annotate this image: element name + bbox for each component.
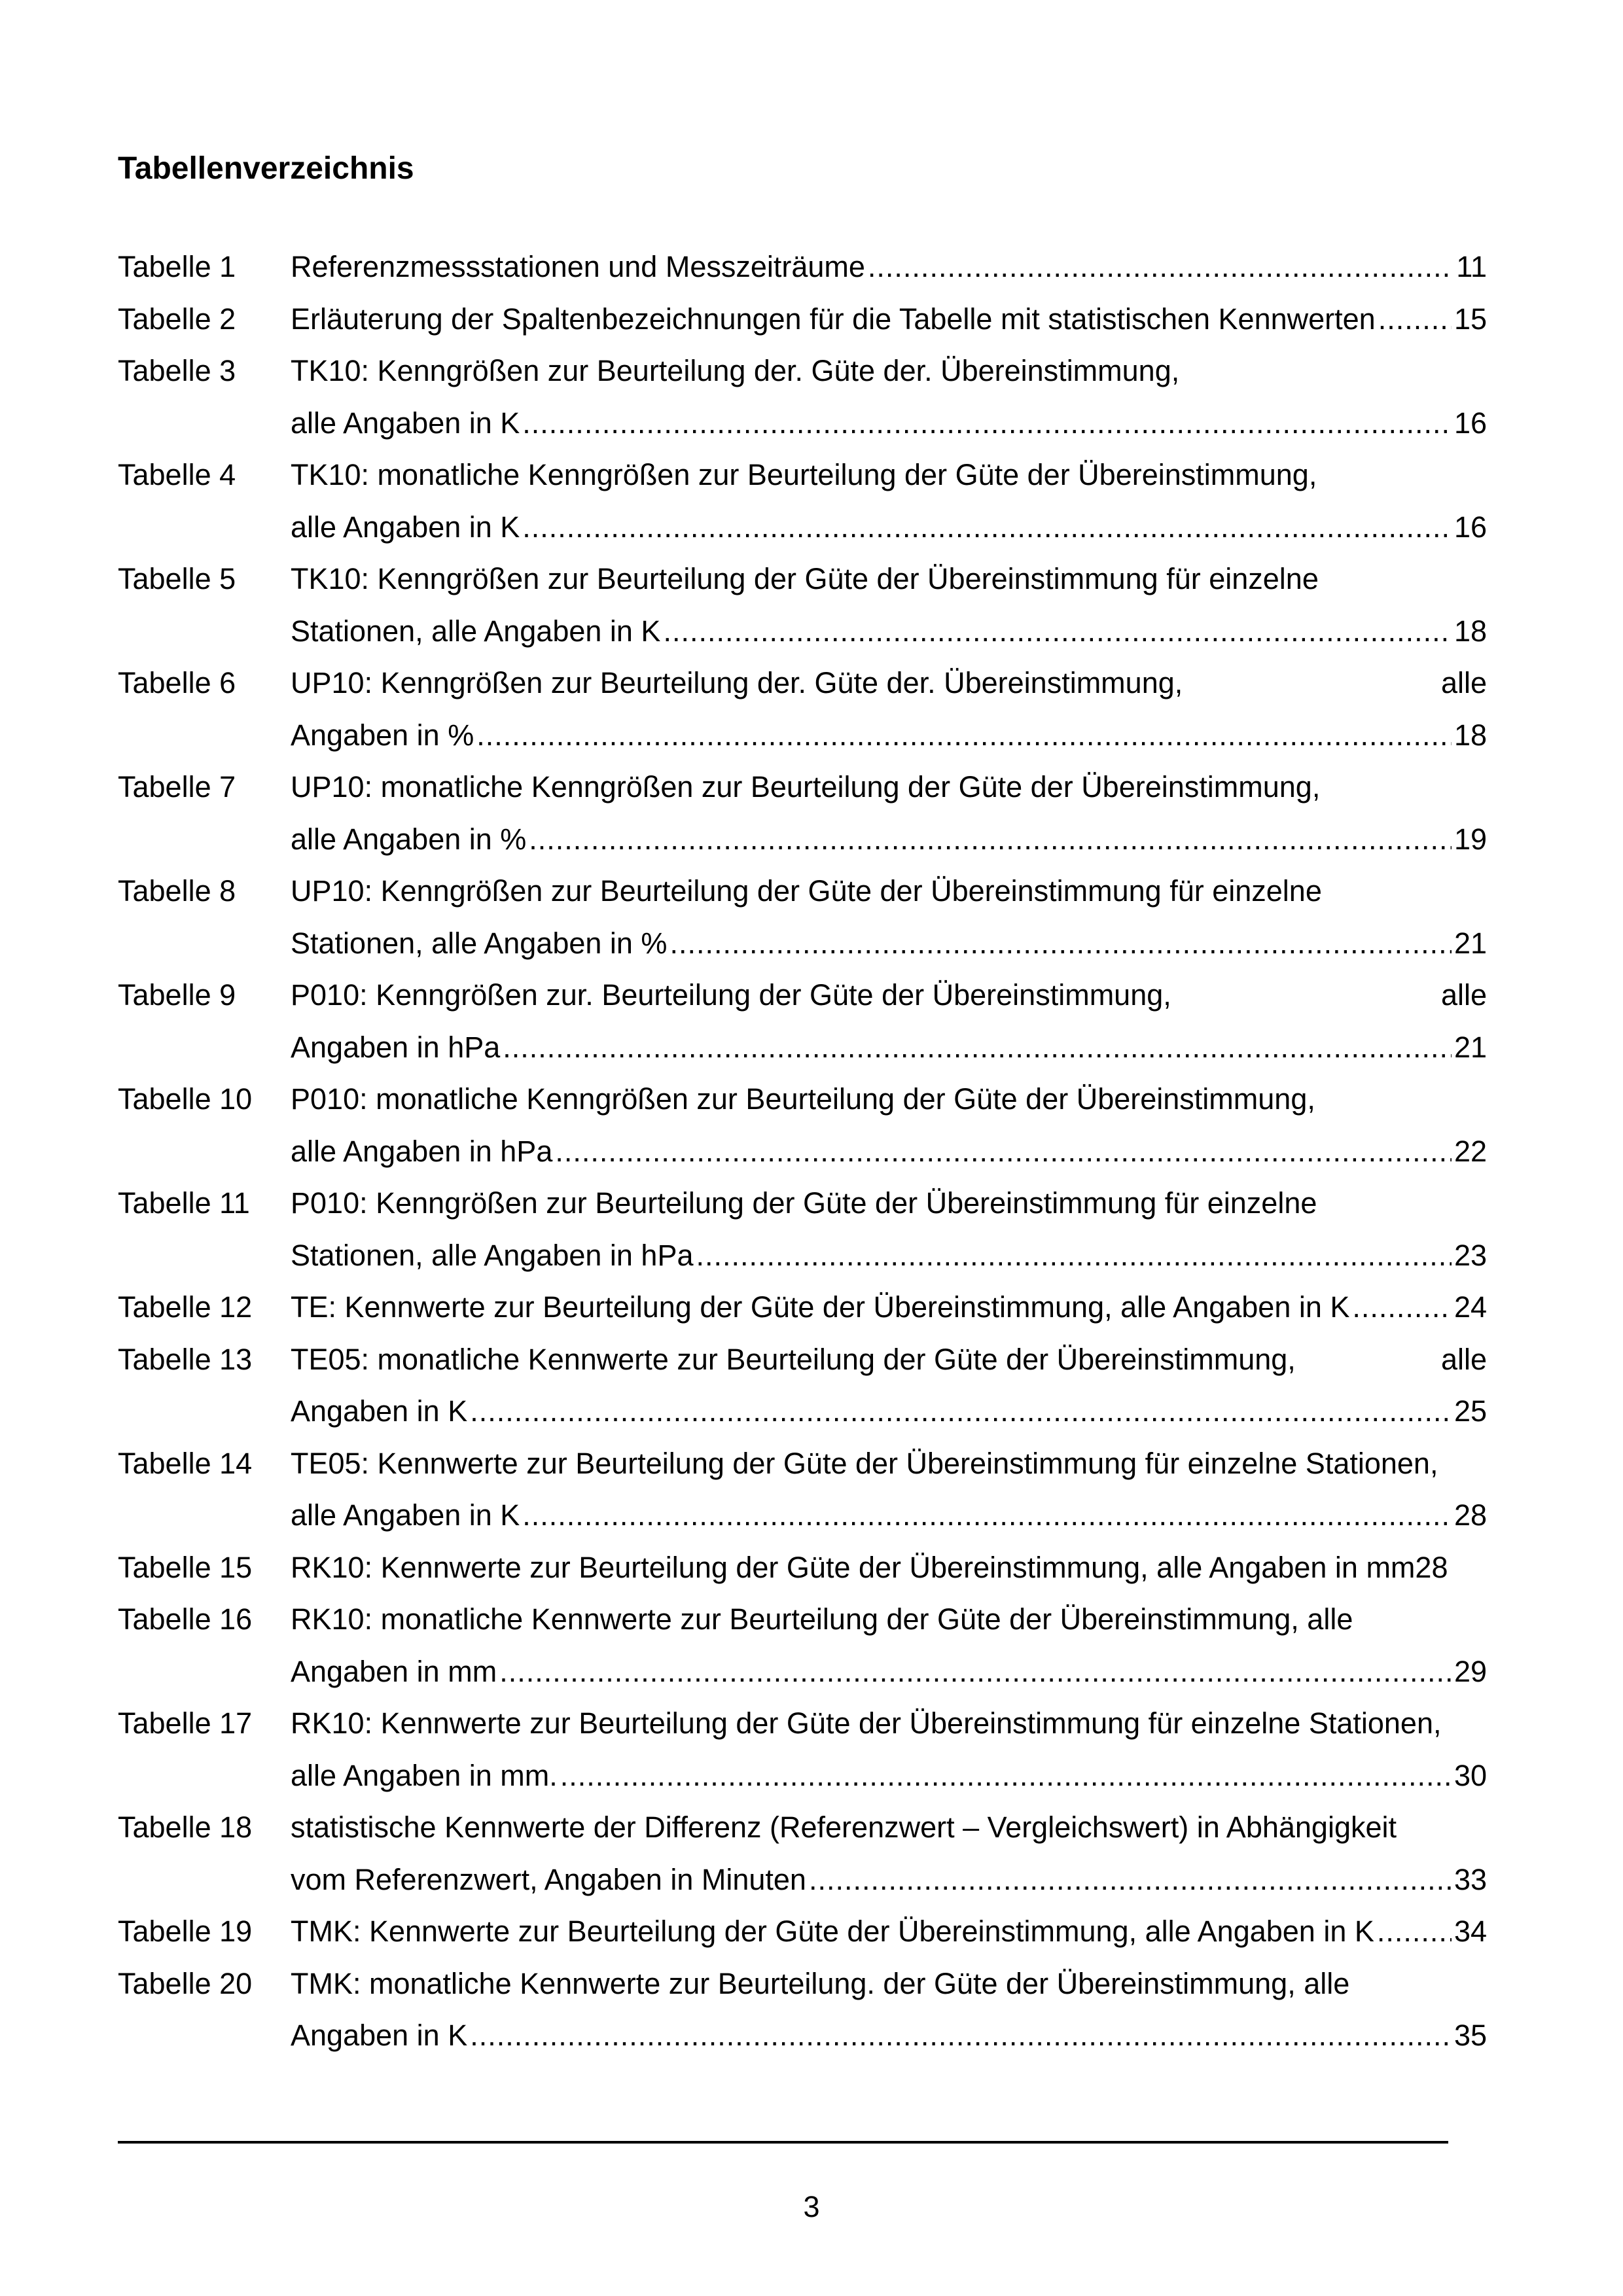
- page-title: Tabellenverzeichnis: [118, 151, 414, 186]
- toc-entry-page: 33: [1454, 1862, 1487, 1896]
- toc-entry-title-line2: Stationen, alle Angaben in %: [291, 926, 668, 960]
- toc-entry-title-line2: alle Angaben in K: [291, 510, 520, 544]
- toc-entry-page: 23: [1454, 1238, 1487, 1272]
- toc-entry-page: 25: [1454, 1394, 1487, 1428]
- leader-dots: [669, 917, 1451, 970]
- toc-entry[interactable]: [118, 1177, 1487, 1281]
- toc-entry-title-line2: Angaben in K: [291, 2019, 468, 2052]
- toc-entry-title: statistische Kennwerte der Differenz (Referenzwert – Vergleichswert) in Abhängigkeit: [291, 1810, 1397, 1844]
- toc-entry-title-line2: Stationen, alle Angaben in K: [291, 614, 661, 648]
- leader-dots: [503, 1021, 1452, 1074]
- toc-entry-label: Tabelle 19: [118, 1915, 253, 1948]
- toc-entry-label: Tabelle 8: [118, 874, 236, 908]
- leader-dots: [476, 709, 1452, 762]
- toc-entry[interactable]: [118, 1073, 1487, 1177]
- toc-entry-label: Tabelle 9: [118, 978, 236, 1012]
- toc-entry-label: Tabelle 11: [118, 1186, 250, 1220]
- toc-entry[interactable]: [118, 293, 1487, 345]
- toc-entry-label: Tabelle 10: [118, 1082, 253, 1116]
- toc-entry-title: TE05: monatliche Kennwerte zur Beurteilung der Güte der Übereinstimmung,: [291, 1342, 1296, 1376]
- leader-dots: [470, 2009, 1452, 2062]
- toc-entry-title-line2: Angaben in %: [291, 718, 474, 752]
- page-number: 3: [803, 2190, 820, 2223]
- leader-dots: [1377, 1905, 1452, 1958]
- table-of-tables-list: [118, 241, 1487, 2062]
- leader-dots: [1378, 293, 1452, 345]
- toc-entry-page: 34: [1454, 1915, 1487, 1948]
- toc-entry[interactable]: [118, 1905, 1487, 1958]
- toc-entry[interactable]: [118, 1542, 1487, 1594]
- toc-entry-title: Referenzmessstationen und Messzeiträume: [291, 250, 865, 283]
- toc-entry-title-line2: vom Referenzwert, Angaben in Minuten: [291, 1862, 806, 1896]
- toc-entry-page: 21: [1454, 926, 1487, 960]
- toc-entry-page: 22: [1454, 1134, 1487, 1168]
- toc-entry-page: 19: [1454, 822, 1487, 856]
- toc-entry-title-line2: alle Angaben in %: [291, 822, 527, 856]
- leader-dots: [499, 1646, 1452, 1698]
- toc-entry-title-continued: alle: [1440, 978, 1487, 1012]
- leader-dots: [529, 813, 1452, 866]
- toc-entry-page: 35: [1454, 2019, 1487, 2052]
- toc-entry-label: Tabelle 3: [118, 354, 236, 387]
- leader-dots: [522, 1489, 1452, 1542]
- toc-entry[interactable]: [118, 345, 1487, 449]
- toc-entry-page: 28: [1454, 1498, 1487, 1532]
- leader-dots: [663, 605, 1451, 658]
- toc-entry-title: RK10: Kennwerte zur Beurteilung der Güte der Übereinstimmung, alle Angaben in mm28: [291, 1550, 1448, 1584]
- toc-entry-label: Tabelle 16: [118, 1602, 253, 1636]
- toc-entry-label: Tabelle 5: [118, 562, 236, 595]
- toc-entry-title-line2: alle Angaben in K: [291, 1498, 520, 1532]
- toc-entry-label: Tabelle 20: [118, 1966, 253, 2000]
- toc-entry-page: 11: [1456, 250, 1487, 283]
- toc-entry-page: 16: [1454, 510, 1487, 544]
- footer-divider: [118, 2141, 1448, 2144]
- toc-entry[interactable]: [118, 1281, 1487, 1333]
- leader-dots: [868, 241, 1454, 293]
- toc-entry-label: Tabelle 6: [118, 666, 236, 699]
- toc-entry[interactable]: [118, 865, 1487, 969]
- toc-entry-title: TK10: monatliche Kenngrößen zur Beurteilung der Güte der Übereinstimmung,: [291, 458, 1317, 491]
- toc-entry[interactable]: [118, 1801, 1487, 1905]
- toc-entry-title-line2: Angaben in mm: [291, 1654, 497, 1688]
- leader-dots: [522, 501, 1452, 554]
- leader-dots: [555, 1125, 1452, 1178]
- toc-entry-title: TMK: monatliche Kennwerte zur Beurteilung. der Güte der Übereinstimmung, alle: [291, 1966, 1350, 2000]
- toc-entry-label: Tabelle 2: [118, 302, 236, 336]
- toc-entry[interactable]: [118, 1333, 1487, 1438]
- toc-entry-title: P010: Kenngrößen zur Beurteilung der Güte der Übereinstimmung für einzelne: [291, 1186, 1317, 1220]
- toc-entry-title: UP10: Kenngrößen zur Beurteilung der Güte der Übereinstimmung für einzelne: [291, 874, 1322, 908]
- toc-entry-title: P010: monatliche Kenngrößen zur Beurteilung der Güte der Übereinstimmung,: [291, 1082, 1315, 1116]
- toc-entry-title: TK10: Kenngrößen zur Beurteilung der Güte der Übereinstimmung für einzelne: [291, 562, 1319, 595]
- toc-entry-title: RK10: Kennwerte zur Beurteilung der Güte der Übereinstimmung für einzelne Stationen,: [291, 1706, 1442, 1740]
- toc-entry-title: UP10: Kenngrößen zur Beurteilung der. Güte der. Übereinstimmung,: [291, 666, 1183, 699]
- toc-entry-title-line2: alle Angaben in hPa: [291, 1134, 553, 1168]
- leader-dots: [560, 1750, 1452, 1802]
- toc-entry-label: Tabelle 14: [118, 1446, 253, 1480]
- toc-entry-title: TMK: Kennwerte zur Beurteilung der Güte der Übereinstimmung, alle Angaben in K: [291, 1915, 1374, 1948]
- toc-entry-label: Tabelle 17: [118, 1706, 253, 1740]
- toc-entry-page: 16: [1454, 406, 1487, 440]
- toc-entry-title: UP10: monatliche Kenngrößen zur Beurteilung der Güte der Übereinstimmung,: [291, 770, 1321, 804]
- toc-entry-label: Tabelle 15: [118, 1550, 253, 1584]
- toc-entry-page: 18: [1454, 718, 1487, 752]
- toc-entry-title-line2: Angaben in K: [291, 1394, 468, 1428]
- toc-entry-title: TK10: Kenngrößen zur Beurteilung der. Güte der. Übereinstimmung,: [291, 354, 1180, 387]
- toc-entry[interactable]: [118, 761, 1487, 865]
- toc-entry-page: 15: [1454, 302, 1487, 336]
- leader-dots: [1352, 1281, 1452, 1333]
- toc-entry-page: 18: [1454, 614, 1487, 648]
- toc-entry-page: 24: [1454, 1290, 1487, 1324]
- leader-dots: [522, 397, 1452, 450]
- toc-entry-page: 21: [1454, 1030, 1487, 1064]
- toc-entry-title: P010: Kenngrößen zur. Beurteilung der Güte der Übereinstimmung,: [291, 978, 1171, 1012]
- toc-entry-label: Tabelle 4: [118, 458, 236, 491]
- toc-entry[interactable]: [118, 553, 1487, 657]
- toc-entry-title-continued: alle: [1440, 666, 1487, 699]
- toc-entry-label: Tabelle 1: [118, 250, 236, 283]
- toc-entry-label: Tabelle 7: [118, 770, 236, 804]
- toc-entry-label: Tabelle 18: [118, 1810, 253, 1844]
- toc-entry-page: 29: [1454, 1654, 1487, 1688]
- toc-entry[interactable]: [118, 969, 1487, 1073]
- toc-entry-title: Erläuterung der Spaltenbezeichnungen für die Tabelle mit statistischen Kennwerten: [291, 302, 1376, 336]
- toc-entry-title-continued: alle: [1440, 1342, 1487, 1376]
- toc-entry-page: 30: [1454, 1758, 1487, 1792]
- toc-entry[interactable]: [118, 241, 1487, 293]
- leader-dots: [809, 1854, 1452, 1906]
- toc-entry-title-line2: Angaben in hPa: [291, 1030, 501, 1064]
- toc-entry[interactable]: [118, 1958, 1487, 2062]
- toc-entry-title: TE05: Kennwerte zur Beurteilung der Güte der Übereinstimmung für einzelne Stationen,: [291, 1446, 1438, 1480]
- toc-entry-title-line2: alle Angaben in K: [291, 406, 520, 440]
- toc-entry-label: Tabelle 12: [118, 1290, 253, 1324]
- toc-entry-title: RK10: monatliche Kennwerte zur Beurteilung der Güte der Übereinstimmung, alle: [291, 1602, 1353, 1636]
- toc-entry-title: TE: Kennwerte zur Beurteilung der Güte der Übereinstimmung, alle Angaben in K: [291, 1290, 1350, 1324]
- leader-dots: [696, 1229, 1452, 1282]
- toc-entry[interactable]: [118, 657, 1487, 761]
- toc-entry[interactable]: [118, 449, 1487, 553]
- toc-entry-title-line2: Stationen, alle Angaben in hPa: [291, 1238, 694, 1272]
- toc-entry-label: Tabelle 13: [118, 1342, 253, 1376]
- leader-dots: [470, 1385, 1452, 1438]
- toc-entry[interactable]: [118, 1593, 1487, 1697]
- toc-entry[interactable]: [118, 1438, 1487, 1542]
- toc-entry-title-line2: alle Angaben in mm.: [291, 1758, 558, 1792]
- toc-entry[interactable]: [118, 1697, 1487, 1801]
